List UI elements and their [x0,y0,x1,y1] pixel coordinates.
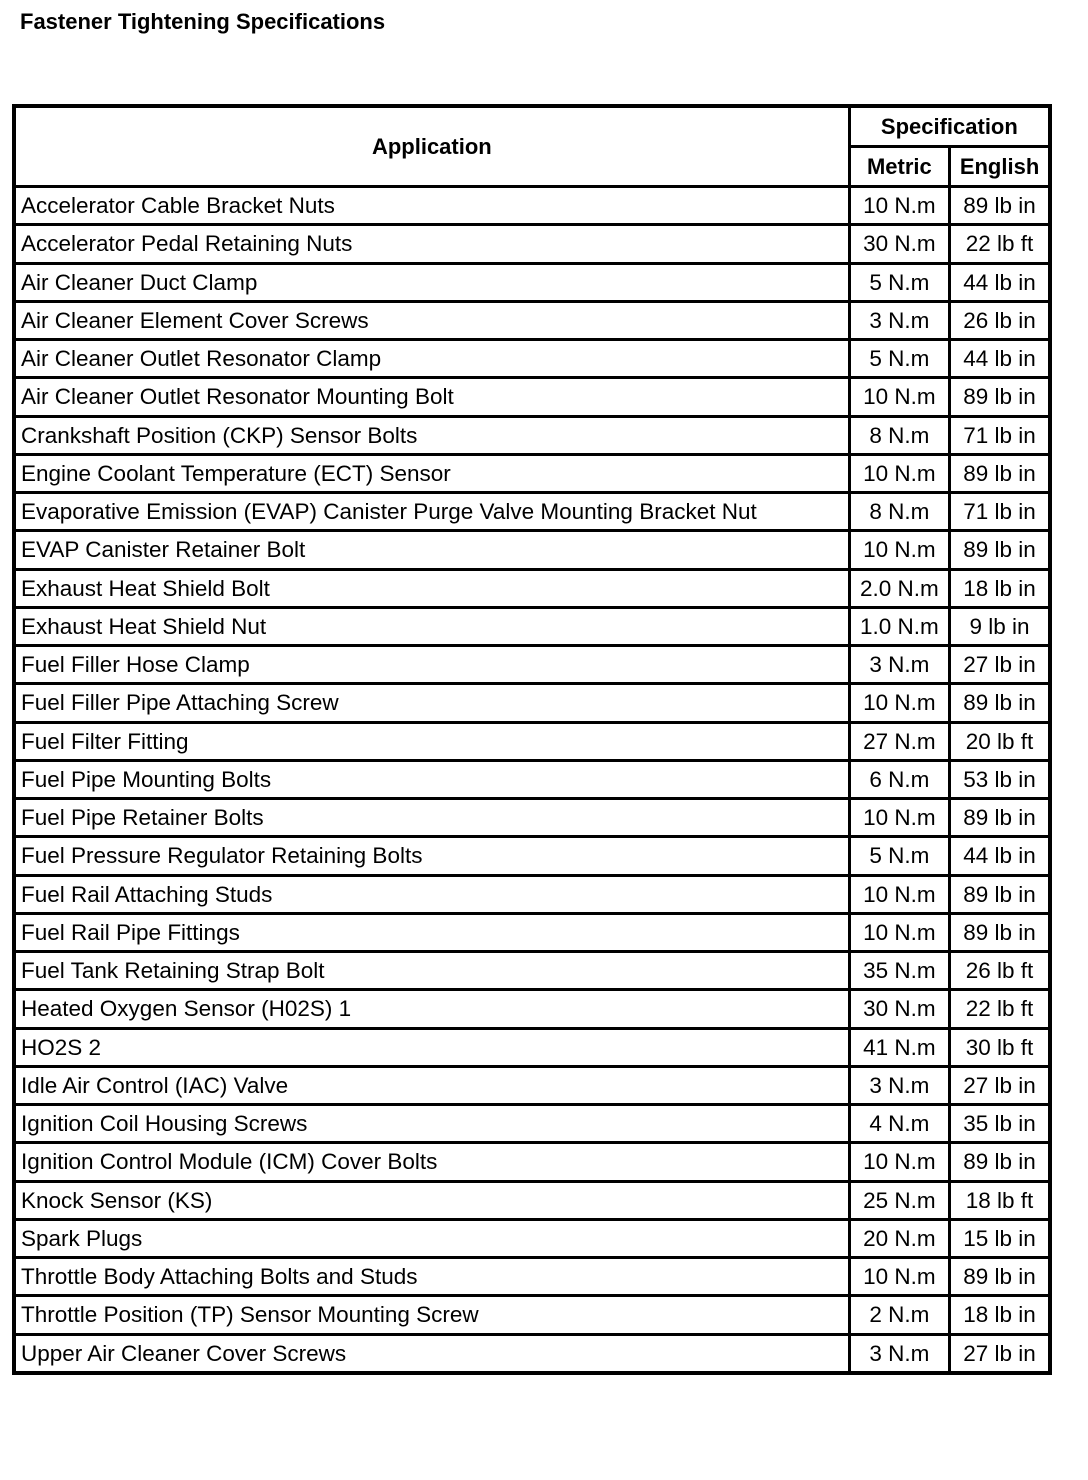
cell-english: 35 lb in [950,1105,1050,1143]
table-header [14,106,1050,187]
cell-application: Air Cleaner Outlet Resonator Clamp [14,340,849,378]
cell-application: EVAP Canister Retainer Bolt [14,531,849,569]
cell-application: Accelerator Pedal Retaining Nuts [14,225,849,263]
cell-metric: 20 N.m [849,1219,949,1257]
table-row [14,760,1050,798]
cell-application: Fuel Pipe Mounting Bolts [14,760,849,798]
cell-english: 26 lb ft [950,952,1050,990]
cell-english: 89 lb in [950,531,1050,569]
cell-english: 89 lb in [950,1143,1050,1181]
table-row [14,493,1050,531]
cell-metric: 8 N.m [849,493,949,531]
cell-metric: 30 N.m [849,225,949,263]
cell-application: Throttle Body Attaching Bolts and Studs [14,1258,849,1296]
cell-metric: 4 N.m [849,1105,949,1143]
cell-english: 89 lb in [950,799,1050,837]
cell-english: 89 lb in [950,378,1050,416]
table-row [14,837,1050,875]
cell-metric: 35 N.m [849,952,949,990]
table-row [14,531,1050,569]
cell-metric: 3 N.m [849,1066,949,1104]
table-row [14,1105,1050,1143]
cell-application: HO2S 2 [14,1028,849,1066]
table-row [14,646,1050,684]
fastener-spec-table [12,104,1052,1375]
table-row [14,913,1050,951]
table-row [14,1143,1050,1181]
cell-metric: 2 N.m [849,1296,949,1334]
cell-metric: 10 N.m [849,454,949,492]
cell-application: Fuel Filler Pipe Attaching Screw [14,684,849,722]
cell-application: Accelerator Cable Bracket Nuts [14,187,849,225]
header-metric: Metric [849,147,949,187]
cell-english: 71 lb in [950,493,1050,531]
table-row [14,569,1050,607]
table-row [14,1028,1050,1066]
cell-application: Fuel Filter Fitting [14,722,849,760]
document-title: Fastener Tightening Specifications [20,9,386,34]
table-row [14,607,1050,645]
cell-metric: 10 N.m [849,187,949,225]
cell-english: 89 lb in [950,684,1050,722]
cell-english: 15 lb in [950,1219,1050,1257]
cell-english: 9 lb in [950,607,1050,645]
cell-english: 18 lb ft [950,1181,1050,1219]
cell-metric: 10 N.m [849,799,949,837]
cell-metric: 2.0 N.m [849,569,949,607]
cell-application: Engine Coolant Temperature (ECT) Sensor [14,454,849,492]
table-row [14,722,1050,760]
table-row [14,378,1050,416]
cell-application: Exhaust Heat Shield Bolt [14,569,849,607]
cell-metric: 10 N.m [849,684,949,722]
table-body [14,187,1050,1373]
cell-english: 27 lb in [950,1066,1050,1104]
cell-metric: 10 N.m [849,913,949,951]
cell-english: 20 lb ft [950,722,1050,760]
table-row [14,263,1050,301]
cell-english: 27 lb in [950,1334,1050,1373]
cell-english: 89 lb in [950,913,1050,951]
cell-metric: 10 N.m [849,378,949,416]
cell-metric: 25 N.m [849,1181,949,1219]
table-row [14,454,1050,492]
table-row [14,990,1050,1028]
cell-english: 44 lb in [950,837,1050,875]
cell-metric: 10 N.m [849,1143,949,1181]
header-application: Application [14,106,849,187]
cell-metric: 10 N.m [849,1258,949,1296]
table-row [14,225,1050,263]
table-row [14,187,1050,225]
cell-english: 27 lb in [950,646,1050,684]
cell-english: 22 lb ft [950,990,1050,1028]
cell-application: Idle Air Control (IAC) Valve [14,1066,849,1104]
table-row [14,1219,1050,1257]
cell-english: 22 lb ft [950,225,1050,263]
table-row [14,684,1050,722]
cell-english: 30 lb ft [950,1028,1050,1066]
table-row [14,301,1050,339]
table-row [14,340,1050,378]
cell-application: Throttle Position (TP) Sensor Mounting Screw [14,1296,849,1334]
cell-application: Spark Plugs [14,1219,849,1257]
cell-application: Fuel Rail Pipe Fittings [14,913,849,951]
cell-application: Exhaust Heat Shield Nut [14,607,849,645]
cell-english: 44 lb in [950,340,1050,378]
cell-application: Heated Oxygen Sensor (H02S) 1 [14,990,849,1028]
cell-application: Fuel Filler Hose Clamp [14,646,849,684]
cell-english: 18 lb in [950,569,1050,607]
table-row [14,1066,1050,1104]
cell-english: 71 lb in [950,416,1050,454]
cell-metric: 10 N.m [849,531,949,569]
cell-english: 89 lb in [950,454,1050,492]
cell-metric: 6 N.m [849,760,949,798]
cell-english: 89 lb in [950,187,1050,225]
cell-metric: 1.0 N.m [849,607,949,645]
cell-metric: 5 N.m [849,340,949,378]
table-row [14,1334,1050,1373]
cell-english: 89 lb in [950,1258,1050,1296]
table-row [14,799,1050,837]
cell-application: Air Cleaner Duct Clamp [14,263,849,301]
cell-application: Fuel Pressure Regulator Retaining Bolts [14,837,849,875]
cell-application: Evaporative Emission (EVAP) Canister Purge Valve Mounting Bracket Nut [14,493,849,531]
cell-metric: 27 N.m [849,722,949,760]
table-row [14,1296,1050,1334]
table-row [14,1181,1050,1219]
table-row [14,416,1050,454]
header-english: English [950,147,1050,187]
cell-application: Air Cleaner Outlet Resonator Mounting Bolt [14,378,849,416]
cell-english: 44 lb in [950,263,1050,301]
header-specification: Specification [849,106,1050,147]
cell-application: Ignition Control Module (ICM) Cover Bolts [14,1143,849,1181]
cell-metric: 30 N.m [849,990,949,1028]
cell-metric: 41 N.m [849,1028,949,1066]
cell-metric: 8 N.m [849,416,949,454]
cell-application: Fuel Rail Attaching Studs [14,875,849,913]
cell-english: 89 lb in [950,875,1050,913]
cell-english: 18 lb in [950,1296,1050,1334]
table-row [14,875,1050,913]
cell-application: Fuel Pipe Retainer Bolts [14,799,849,837]
cell-application: Crankshaft Position (CKP) Sensor Bolts [14,416,849,454]
cell-application: Fuel Tank Retaining Strap Bolt [14,952,849,990]
cell-metric: 3 N.m [849,646,949,684]
cell-application: Upper Air Cleaner Cover Screws [14,1334,849,1373]
cell-metric: 5 N.m [849,263,949,301]
table-row [14,952,1050,990]
cell-english: 53 lb in [950,760,1050,798]
cell-application: Ignition Coil Housing Screws [14,1105,849,1143]
cell-application: Air Cleaner Element Cover Screws [14,301,849,339]
cell-application: Knock Sensor (KS) [14,1181,849,1219]
table-row [14,1258,1050,1296]
cell-metric: 5 N.m [849,837,949,875]
cell-english: 26 lb in [950,301,1050,339]
cell-metric: 10 N.m [849,875,949,913]
cell-metric: 3 N.m [849,1334,949,1373]
cell-metric: 3 N.m [849,301,949,339]
